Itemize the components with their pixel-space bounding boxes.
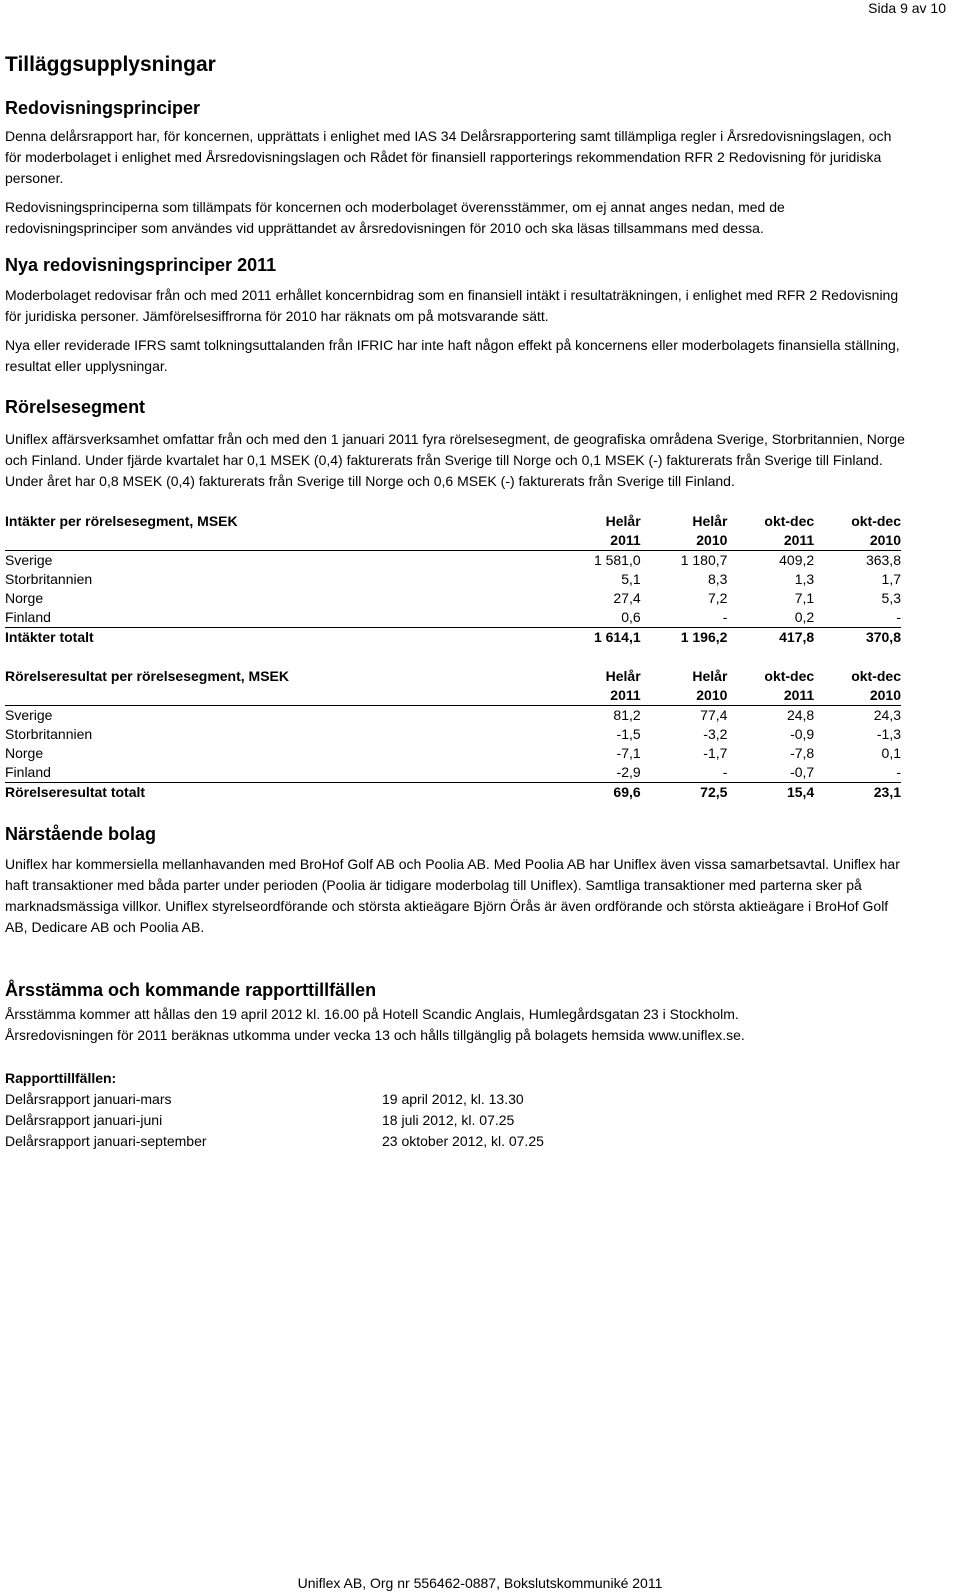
cell: 8,3 [707, 571, 728, 587]
cell: 1 196,2 [680, 629, 728, 645]
page-content [5, 51, 905, 1152]
cell: 0,2 [727, 608, 814, 628]
cell: 7,1 [794, 590, 815, 606]
row-label: Finland [5, 608, 554, 628]
page-number: Sida 9 av 10 [868, 0, 946, 16]
cell: 5,3 [881, 590, 901, 606]
cell: -7,1 [616, 745, 641, 761]
col-header: Helår [692, 513, 728, 529]
cell: 77,4 [700, 707, 728, 723]
table-title: Rörelseresultat per rörelsesegment, MSEK [5, 668, 289, 684]
section-heading-redovisningsprinciper: Redovisningsprinciper [5, 98, 201, 118]
cell: - [814, 763, 901, 783]
row-label: Rörelseresultat totalt [5, 784, 146, 800]
table-row [5, 570, 901, 589]
row-label: Norge [5, 745, 44, 761]
row-label: Sverige [5, 707, 53, 723]
paragraph: Årsredovisningen för 2011 beräknas utkomma under vecka 13 och hålls tillgänglig på bolagets hemsida www.uniflex.se. [5, 1027, 745, 1043]
list-item [5, 1089, 905, 1110]
page-footer: Uniflex AB, Org nr 556462-0887, Bokslutskommuniké 2011 [297, 1575, 663, 1591]
cell: 69,6 [613, 784, 641, 800]
cell: 1 581,0 [593, 552, 641, 568]
col-header: 2010 [641, 531, 728, 551]
cell: -2,9 [554, 763, 641, 783]
section-heading-nya: Nya redovisningsprinciper 2011 [5, 255, 277, 275]
row-label: Storbritannien [5, 726, 93, 742]
col-header: Helår [692, 668, 728, 684]
cell: 24,8 [786, 707, 815, 723]
cell: 0,1 [881, 745, 901, 761]
cell: -1,5 [616, 726, 641, 742]
table-row [5, 763, 901, 783]
col-header: 2010 [814, 531, 901, 551]
report-date: 23 oktober 2012, kl. 07.25 [382, 1133, 544, 1149]
cell: -0,9 [790, 726, 815, 742]
row-label: Finland [5, 763, 554, 783]
cell: 7,2 [707, 590, 728, 606]
table-row [5, 744, 901, 763]
cell: 72,5 [700, 784, 728, 800]
col-header: 2010 [641, 686, 728, 706]
table-row [5, 725, 901, 744]
col-header: okt-dec [851, 668, 901, 684]
col-header: 2011 [554, 531, 641, 551]
cell: 409,2 [779, 552, 815, 568]
report-label: Delårsrapport januari-juni [5, 1112, 163, 1128]
col-header: Helår [605, 513, 641, 529]
cell: 0,6 [554, 608, 641, 628]
section-heading-arsstamma: Årsstämma och kommande rapporttillfällen [5, 980, 377, 1000]
row-label: Sverige [5, 552, 53, 568]
cell: 1 180,7 [680, 552, 728, 568]
cell: -0,7 [727, 763, 814, 783]
col-header: okt-dec [764, 513, 815, 529]
list-item [5, 1110, 905, 1131]
cell: 417,8 [779, 629, 815, 645]
cell: 15,4 [786, 784, 815, 800]
cell: -1,3 [876, 726, 901, 742]
page-title: Tilläggsupplysningar [5, 53, 216, 76]
col-header: 2010 [814, 686, 901, 706]
paragraph: Årsstämma kommer att hållas den 19 april 2012 kl. 16.00 på Hotell Scandic Anglais, Humlegårdsgatan 23 i Stockholm. [5, 1006, 739, 1022]
rapporttillfallen-heading: Rapporttillfällen: [5, 1070, 117, 1086]
cell: 81,2 [613, 707, 641, 723]
cell: 27,4 [613, 590, 641, 606]
paragraph: Denna delårsrapport har, för koncernen, upprättats i enlighet med IAS 34 Delårsrapportering samt tillämpliga regler i Årsredovisningslagen, och för moderbolaget i enlighet med Årsredovisningslagen och Rådet för finansiell rapporterings rekommendation RFR 2 Redovisning för juridiska personer. [5, 128, 892, 186]
list-item [5, 1131, 905, 1152]
cell: 1,7 [881, 571, 901, 587]
cell: -3,2 [703, 726, 728, 742]
report-label: Delårsrapport januari-mars [5, 1091, 172, 1107]
paragraph: Redovisningsprinciperna som tillämpats för koncernen och moderbolaget överensstämmer, om ej annat anges nedan, med de redovisningsprinciper som användes vid upprättandet av årsredovisningen för 2010 och ska läsas tillsammans med dessa. [5, 199, 785, 236]
table-row [5, 608, 901, 628]
report-date: 19 april 2012, kl. 13.30 [382, 1091, 524, 1107]
cell: 23,1 [873, 784, 901, 800]
cell: 24,3 [873, 707, 901, 723]
table-title: Intäkter per rörelsesegment, MSEK [5, 513, 238, 529]
row-label: Storbritannien [5, 571, 93, 587]
total-row [5, 783, 901, 803]
col-header: Helår [605, 668, 641, 684]
row-label: Intäkter totalt [5, 629, 94, 645]
cell: 370,8 [865, 629, 901, 645]
cell: 5,1 [621, 571, 641, 587]
col-header: 2011 [727, 686, 814, 706]
table-row [5, 551, 901, 571]
cell: 1,3 [794, 571, 815, 587]
paragraph: Moderbolaget redovisar från och med 2011 erhållet koncernbidrag som en finansiell intäkt i resultaträkningen, i enlighet med RFR 2 Redovisning för juridiska personer. Jämförelsesiffrorna för 2010 har räknats om på motsvarande sätt. [5, 287, 899, 324]
row-label: Norge [5, 590, 44, 606]
paragraph: Uniflex har kommersiella mellanhavanden med BroHof Golf AB och Poolia AB. Med Poolia AB har Uniflex även vissa samarbetsavtal. Uniflex har haft transaktioner med båda parter under perioden (Poolia är tidigare moderbolag till Uniflex). Samtliga transaktioner med parterna sker på marknadsmässiga villkor. Uniflex styrelseordförande och största aktieägare Björn Örås är även ordförande och största aktieägare i BroHof Golf AB, Dedicare AB och Poolia AB. [5, 856, 900, 935]
section-heading-narstaende: Närstående bolag [5, 824, 157, 844]
cell: 1 614,1 [593, 629, 641, 645]
paragraph: Uniflex affärsverksamhet omfattar från och med den 1 januari 2011 fyra rörelsesegment, de geografiska områdena Sverige, Storbritannien, Norge och Finland. Under fjärde kvartalet har 0,1 MSEK (0,4) fakturerats från Sverige till Norge och 0,1 MSEK (-) fakturerats från Sverige till Finland. Under året har 0,8 MSEK (0,4) fakturerats från Sverige till Norge och 0,6 MSEK (-) fakturerats från Sverige till Finland. [5, 431, 905, 489]
table-row [5, 589, 901, 608]
cell: - [814, 608, 901, 628]
col-header: okt-dec [851, 513, 901, 529]
cell: 363,8 [865, 552, 901, 568]
section-heading-rorelsesegment: Rörelsesegment [5, 397, 146, 417]
cell: -1,7 [703, 745, 728, 761]
intakter-table [5, 512, 901, 647]
col-header: 2011 [727, 531, 814, 551]
paragraph: Nya eller reviderade IFRS samt tolkningsuttalanden från IFRIC har inte haft någon effekt på koncernens eller moderbolagets finansiella ställning, resultat eller upplysningar. [5, 337, 900, 374]
report-date: 18 juli 2012, kl. 07.25 [382, 1112, 515, 1128]
cell: -7,8 [790, 745, 815, 761]
rorelseresultat-table [5, 667, 901, 802]
col-header: okt-dec [764, 668, 815, 684]
table-row [5, 706, 901, 726]
cell: - [641, 763, 728, 783]
report-label: Delårsrapport januari-september [5, 1133, 207, 1149]
col-header: 2011 [554, 686, 641, 706]
rapporttillfallen [5, 1068, 905, 1152]
total-row [5, 628, 901, 648]
cell: - [641, 608, 728, 628]
